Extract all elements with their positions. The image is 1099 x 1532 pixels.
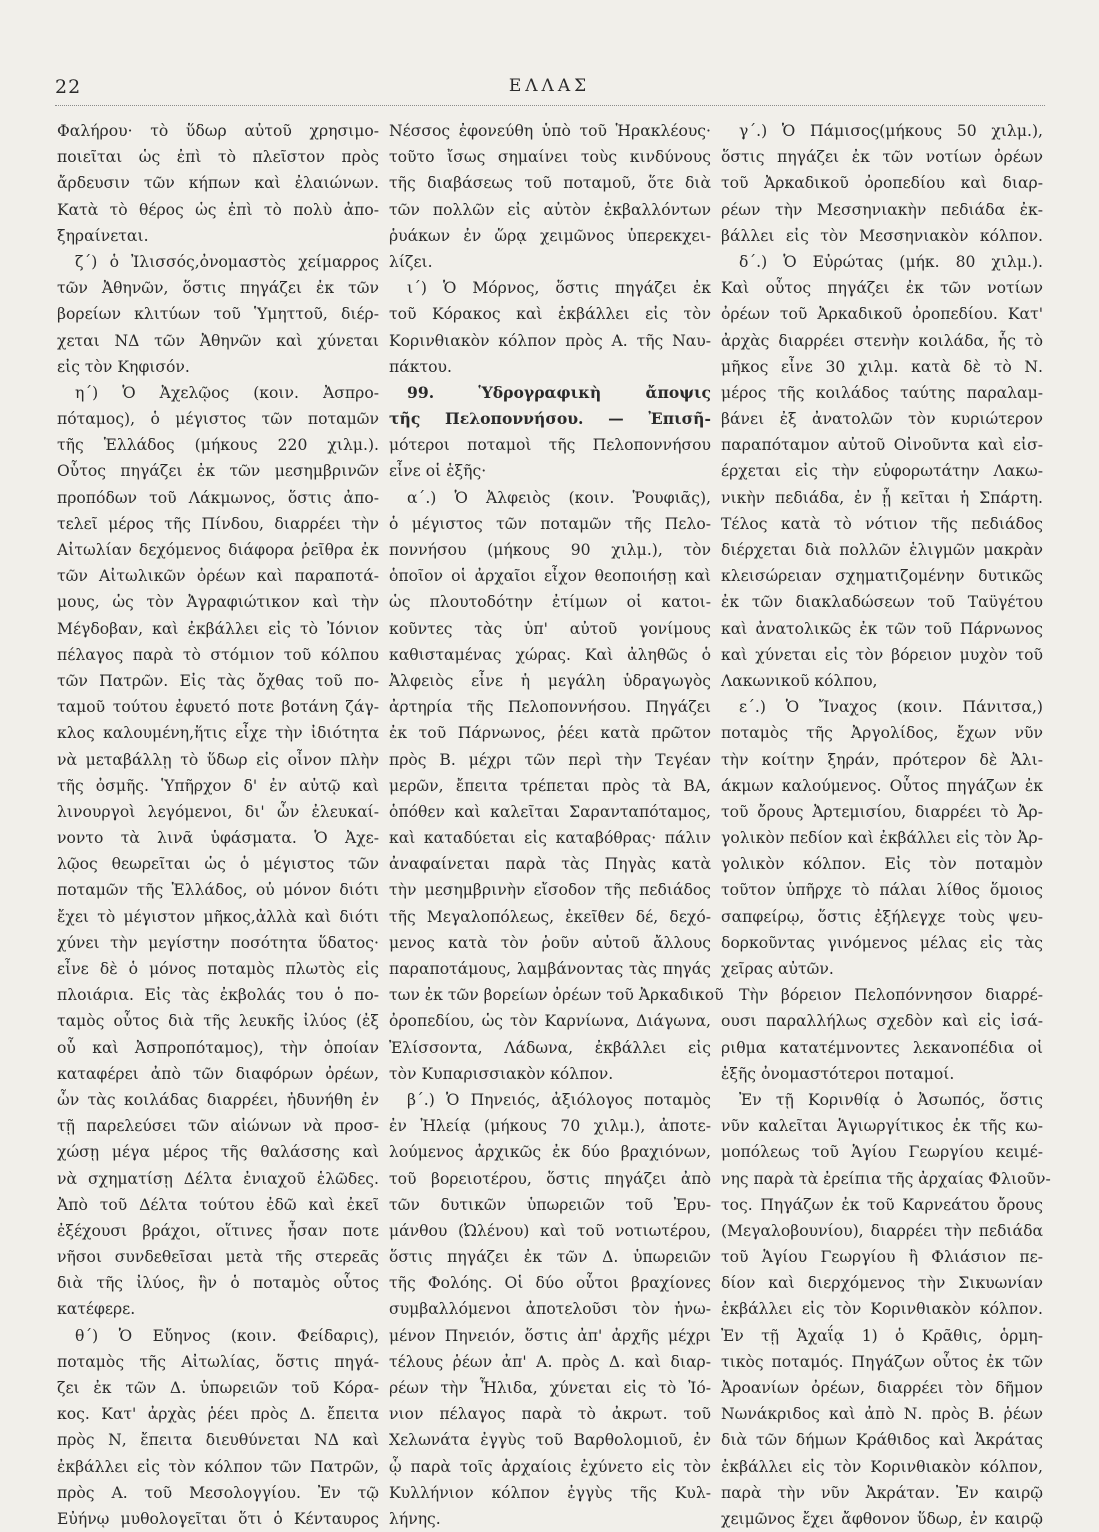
text-line: ουσι παραλλήλως σχεδὸν καὶ εἰς ἰσά- bbox=[721, 1012, 1043, 1031]
text-line: μενος κατὰ τὸν ῥοῦν αὐτοῦ ἄλλους bbox=[389, 933, 711, 952]
text-line: λούμενος ἀρχικῶς ἐκ δύο βραχιόνων, bbox=[389, 1143, 711, 1162]
text-line: Τέλος κατὰ τὸ νότιον τῆς πεδιάδος bbox=[721, 514, 1043, 533]
text-line: ε´.) Ὁ Ἴναχος (κοιν. Πάνιτσα,) bbox=[739, 698, 1043, 717]
text-line: μῆκος εἶνε 30 χιλμ. κατὰ δὲ τὸ Ν. bbox=[721, 357, 1043, 376]
text-line: ἀναφαίνεται παρὰ τὰς Πηγὰς κατὰ bbox=[389, 855, 711, 874]
text-line: χεῖρας αὐτῶν. bbox=[721, 960, 834, 978]
text-line: 99. Ὑδρογραφικὴ ἄποψις bbox=[407, 382, 711, 402]
text-line: ποννήσου (μήκους 90 χιλμ.), τὸν bbox=[389, 541, 711, 559]
text-line: μότεροι ποταμοὶ τῆς Πελοποννήσου bbox=[389, 436, 711, 455]
text-line: μους, ὡς τὸν Ἀγραφιώτικον καὶ τὴν bbox=[57, 593, 379, 612]
text-line: Χελωνάτα ἐγγὺς τοῦ Βαρθολομιοῦ, ἐν bbox=[389, 1431, 711, 1450]
text-line: ὧν τὰς κοιλάδας διαρρέει, ἠδυνήθη ἐν bbox=[57, 1090, 379, 1109]
text-line: νῆσοι συνδεθεῖσαι μετὰ τῆς στερεᾶς bbox=[57, 1248, 379, 1267]
text-line: τῆς Μεγαλοπόλεως, ἐκεῖθεν δέ, δεχό- bbox=[389, 907, 711, 926]
text-line: ὀρέων τοῦ Ἀρκαδικοῦ ὀροπεδίου. Κατ' bbox=[721, 305, 1043, 324]
text-line: τῆς Φολόης. Οἱ δύο οὗτοι βραχίονες bbox=[389, 1274, 711, 1293]
text-line: λῷος θεωρεῖται ὡς ὁ μέγιστος τῶν bbox=[57, 855, 379, 874]
text-line: ὁποῖον οἱ ἀρχαῖοι εἶχον θεοποιήσῃ καὶ bbox=[389, 567, 711, 586]
text-line: Νέσσος ἐφονεύθη ὑπὸ τοῦ Ἡρακλέους· bbox=[389, 122, 711, 140]
text-line: τὸν Κυπαρισσιακὸν κόλπον. bbox=[389, 1064, 614, 1083]
text-line: ἐξέχουσι βράχοι, οἵτινες ἦσαν ποτε bbox=[57, 1221, 379, 1240]
text-line: τέλους ῥέων ἀπ' Α. πρὸς Δ. καὶ διαρ- bbox=[389, 1352, 711, 1371]
text-line: συμβαλλόμενοι ἀποτελοῦσι τὸν ἡνω- bbox=[389, 1300, 711, 1319]
text-line: Τὴν βόρειον Πελοπόννησον διαρρέ- bbox=[739, 986, 1043, 1005]
text-line: καὶ χύνεται εἰς τὸν βόρειον μυχὸν τοῦ bbox=[721, 645, 1043, 664]
text-line: α´.) Ὁ Ἀλφειὸς (κοιν. Ῥουφιᾶς), bbox=[407, 488, 711, 507]
text-line: ὅστις πηγάζει ἐκ τῶν Δ. ὑπωρειῶν bbox=[389, 1248, 711, 1267]
text-line: τὴν μεσημβρινὴν εἴσοδον τῆς πεδιάδος bbox=[389, 881, 711, 900]
text-line: τῶν πολλῶν εἰς αὐτὸν ἐκβαλλόντων bbox=[389, 200, 711, 219]
text-line: παραπόταμον αὐτοῦ Οἰνοῦντα καὶ εἰσ- bbox=[721, 436, 1043, 455]
text-line: Ἐλίσσοντα, Λάδωνα, ἐκβάλλει εἰς bbox=[389, 1038, 711, 1057]
text-line: τελεῖ μέρος τῆς Πίνδου, διαρρέει τὴν bbox=[57, 514, 379, 533]
text-line: τικὸς ποταμός. Πηγάζων οὗτος ἐκ τῶν bbox=[721, 1352, 1043, 1371]
text-line: προπόδων τοῦ Λάκμωνος, ὅστις ἀπο- bbox=[57, 488, 379, 507]
text-line: τῶν Ἀθηνῶν, ὅστις πηγάζει ἐκ τῶν bbox=[57, 279, 379, 298]
text-line: τοῦ Κόρακος καὶ ἐκβάλλει εἰς τὸν bbox=[389, 305, 711, 324]
text-line: ἐκ τῶν διακλαδώσεων τοῦ Ταϋγέτου bbox=[721, 593, 1043, 612]
text-line: ποταμῶν τῆς Ἑλλάδος, οὐ μόνον διότι bbox=[57, 881, 379, 900]
text-line: των ἐκ τῶν βορείων ὀρέων τοῦ Ἀρκαδικοῦ bbox=[389, 986, 724, 1005]
text-line: Φαλήρου· τὸ ὕδωρ αὐτοῦ χρησιμο- bbox=[57, 122, 379, 140]
header-rule bbox=[55, 105, 1045, 106]
text-line: ἐκβάλλει εἰς τὸν Κορινθιακὸν κόλπον. bbox=[721, 1300, 1043, 1319]
text-line: ἀρτηρία τῆς Πελοποννήσου. Πηγάζει bbox=[389, 698, 711, 717]
text-line: τῶν Αἰτωλικῶν ὀρέων καὶ παραποτά- bbox=[57, 567, 379, 586]
text-line: ι´) Ὁ Μόρνος, ὅστις πηγάζει ἐκ bbox=[407, 279, 711, 298]
text-line: νὰ σχηματίσῃ Δέλτα ἐνιαχοῦ ἑλῶδες. bbox=[57, 1169, 379, 1188]
text-line: κλεισώρειαν σχηματιζομένην δυτικῶς bbox=[721, 567, 1043, 586]
text-line: έρχεται εἰς τὴν εὐφορωτάτην Λακω- bbox=[721, 462, 1043, 481]
text-line: βάνει ἐξ ἀνατολῶν τὸν κυριώτερον bbox=[721, 410, 1043, 429]
text-line: ὁ μέγιστος τῶν ποταμῶν τῆς Πελο- bbox=[389, 514, 711, 533]
text-line: τῶν Πατρῶν. Εἰς τὰς ὄχθας τοῦ πο- bbox=[57, 671, 379, 690]
text-line: ῥυάκων ἐν ὥρᾳ χειμῶνος ὑπερεκχει- bbox=[389, 226, 711, 245]
text-line: μάνθου (Ὠλένου) καὶ τοῦ νοτιωτέρου, bbox=[389, 1221, 711, 1240]
text-line: ποταμὸς τῆς Ἀργολίδος, ἔχων νῦν bbox=[721, 724, 1043, 743]
text-line: νικὴν πεδιάδα, ἐν ᾗ κεῖται ἡ Σπάρτη. bbox=[721, 488, 1043, 507]
text-line: καὶ ἀνατολικῶς ἐκ τῶν τοῦ Πάρνωνος bbox=[721, 619, 1043, 638]
text-line: θ´) Ὁ Εὔηνος (κοιν. Φείδαρις), bbox=[75, 1326, 379, 1345]
text-line: ἀρχὰς διαρρέει στενὴν κοιλάδα, ἧς τὸ bbox=[721, 331, 1043, 350]
text-line: κλος καλουμένη,ἥτις εἶχε τὴν ἰδιότητα bbox=[57, 724, 379, 743]
text-line: χύνει τὴν μεγίστην ποσότητα ὕδατος· bbox=[57, 933, 379, 952]
text-line: γολικὸν κόλπον. Εἰς τὸν ποταμὸν bbox=[721, 855, 1043, 874]
text-line: λίζει. bbox=[389, 252, 433, 271]
text-line: ἐκβάλλει εἰς τὸν κόλπον τῶν Πατρῶν, bbox=[57, 1457, 379, 1476]
text-line: Ἀπὸ τοῦ Δέλτα τούτου ἐδῶ καὶ ἐκεῖ bbox=[57, 1195, 379, 1214]
text-line: Μέγδοβαν, καὶ ἐκβάλλει εἰς τὸ Ἰόνιον bbox=[57, 619, 379, 638]
text-line: καταφέρει ἀπὸ τῶν διαφόρων ὀρέων, bbox=[57, 1064, 379, 1083]
text-line: νης παρὰ τὰ ἐρείπια τῆς ἀρχαίας Φλιοῦν- bbox=[721, 1169, 1051, 1188]
text-line: β´.) Ὁ Πηνειός, ἀξιόλογος ποταμὸς bbox=[407, 1090, 711, 1109]
text-line: μέρος τῆς κοιλάδος ταύτης παραλαμ- bbox=[721, 383, 1043, 402]
text-line: Κορινθιακὸν κόλπον πρὸς Α. τῆς Ναυ- bbox=[389, 331, 711, 350]
text-line: λήνης. bbox=[389, 1509, 441, 1528]
text-line: ἐκ τοῦ Πάρνωνος, ῥέει κατὰ πρῶτον bbox=[389, 724, 711, 743]
text-line: άκμων καλούμενος. Οὗτος πηγάζων ἐκ bbox=[721, 776, 1043, 795]
text-line: τοῦ βορειοτέρου, ὅστις πηγάζει ἀπὸ bbox=[389, 1169, 711, 1188]
text-line: νοντο τὰ λινᾶ ὑφάσματα. Ὁ Ἀχε- bbox=[57, 829, 379, 848]
text-line: η´) Ὁ Ἀχελῷος (κοιν. Ἀσπρο- bbox=[75, 383, 379, 402]
text-line: δορκοῦντας γινόμενος μέλας εἰς τὰς bbox=[721, 933, 1043, 952]
text-line: ἐκβάλλει εἰς τὸν Κορινθιακὸν κόλπον, bbox=[721, 1457, 1043, 1476]
text-line: Κυλλήνιον κόλπον ἐγγὺς τῆς Κυλ- bbox=[389, 1483, 711, 1502]
text-line: τοῦ Ἁγίου Γεωργίου ἢ Φλιάσιον πε- bbox=[721, 1248, 1043, 1267]
text-line: παραποτάμους, λαμβάνοντας τὰς πηγάς bbox=[389, 960, 711, 978]
page-number: 22 bbox=[55, 76, 82, 98]
text-line: Ἐν τῇ Ἀχαΐᾳ 1) ὁ Κρᾶθις, ὁρμη- bbox=[721, 1326, 1043, 1345]
text-line: παρὰ τὴν νῦν Ἀκράταν. Ἐν καιρῷ bbox=[721, 1483, 1043, 1502]
text-line: πρὸς Α. τοῦ Μεσολογγίου. Ἐν τῷ bbox=[57, 1483, 379, 1502]
text-line: Λακωνικοῦ κόλπου, bbox=[721, 671, 878, 690]
text-line: τοῦ Ἀρκαδικοῦ ὀροπεδίου καὶ διαρ- bbox=[721, 174, 1043, 193]
text-line: Οὗτος πηγάζει ἐκ τῶν μεσημβρινῶν bbox=[57, 462, 379, 481]
text-line: νῦν καλεῖται Ἁγιωργίτικος ἐκ τῆς κω- bbox=[721, 1117, 1043, 1136]
text-line: εἶνε οἱ ἑξῆς· bbox=[389, 462, 487, 481]
text-line: τῆς Πελοποννήσου. — Ἐπισῆ- bbox=[389, 409, 711, 429]
text-line: οὗ καὶ Ἀσπροπόταμος), τὴν ὁποίαν bbox=[57, 1038, 379, 1057]
text-line: ζ´) ὁ Ἰλισσός,ὀνομαστὸς χείμαρρος bbox=[75, 252, 379, 271]
running-title: ΕΛΛΑΣ bbox=[508, 76, 591, 96]
text-line: καὶ καταδύεται εἰς καταβόθρας· πάλιν bbox=[389, 829, 711, 848]
text-line: μένον Πηνειόν, ὅστις ἀπ' ἀρχῆς μέχρι bbox=[389, 1326, 711, 1345]
text-line: Καὶ οὗτος πηγάζει ἐκ τῶν νοτίων bbox=[721, 279, 1043, 298]
text-line: ξηραίνεται. bbox=[57, 226, 149, 245]
text-line: τοῦτο ἴσως σημαίνει τοὺς κινδύνους bbox=[389, 148, 711, 167]
text-line: διὰ τῆς ἰλύος, ἣν ὁ ποταμὸς οὗτος bbox=[57, 1274, 379, 1293]
text-line: πέλαγος παρὰ τὸ στόμιον τοῦ κόλπου bbox=[57, 645, 379, 664]
text-line: καθισταμένας χώρας. Καὶ ἀληθῶς ὁ bbox=[389, 645, 711, 664]
text-line: τῆς Ἑλλάδος (μήκους 220 χιλμ.). bbox=[57, 436, 379, 455]
text-line: ἄρδευσιν τῶν κήπων καὶ ἐλαιώνων. bbox=[57, 174, 379, 193]
text-line: ᾧ παρὰ τοῖς ἀρχαίοις ἐχύνετο εἰς τὸν bbox=[389, 1457, 711, 1476]
text-line: ἐν Ἠλείᾳ (μήκους 70 χιλμ.), ἀποτε- bbox=[389, 1117, 711, 1136]
text-line: κος. Κατ' ἀρχὰς ῥέει πρὸς Δ. ἔπειτα bbox=[57, 1405, 379, 1424]
text-line: τῆς διαβάσεως τοῦ ποταμοῦ, ὅτε διὰ bbox=[389, 174, 711, 193]
text-line: πρὸς Β. μέχρι τῶν περὶ τὴν Τεγέαν bbox=[389, 750, 711, 769]
text-line: τῆς ὀσμῆς. Ὑπῆρχον δ' ἐν αὐτῷ καὶ bbox=[57, 776, 379, 795]
text-line: πρὸς Ν, ἔπειτα διευθύνεται ΝΔ καὶ bbox=[57, 1431, 379, 1450]
text-line: Ἀλφειὸς εἶνε ἡ μεγάλη ὑδραγωγὸς bbox=[389, 671, 711, 690]
text-line: ποταμὸς τῆς Αἰτωλίας, ὅστις πηγά- bbox=[57, 1352, 379, 1371]
text-line: τῇ παρελεύσει τῶν αἰώνων νὰ προσ- bbox=[57, 1117, 379, 1136]
text-line: κατέφερε. bbox=[57, 1300, 136, 1319]
text-line: κοῦντες τὰς ὑπ' αὐτοῦ γονίμους bbox=[389, 619, 711, 638]
text-columns bbox=[57, 118, 1051, 1528]
text-line: πάκτου. bbox=[389, 357, 452, 376]
text-line: ριθμα κατατέμνοντες λεκανοπέδια οἱ bbox=[721, 1038, 1043, 1057]
column-middle bbox=[389, 118, 724, 1528]
text-line: τὴν κοίτην ξηράν, πρότερον δὲ Ἀλι- bbox=[721, 750, 1043, 769]
text-line: ὀροπεδίου, ὡς τὸν Καρνίωνα, Διάγωνα, bbox=[389, 1012, 711, 1031]
text-line: ὁπόθεν καὶ καλεῖται Σαρανταπόταμος, bbox=[389, 802, 711, 821]
text-line: πλοιάρια. Εἰς τὰς ἐκβολάς του ὁ πο- bbox=[57, 986, 379, 1005]
text-line: τοῦτον ὑπῆρχε τὸ πάλαι λίθος ὅμοιος bbox=[721, 881, 1043, 900]
text-line: μερῶν, ἔπειτα τρέπεται πρὸς τὰ ΒΑ, bbox=[389, 776, 711, 795]
text-line: σαπφείρῳ, ὅστις ἐξήλεγχε τοὺς ψευ- bbox=[721, 907, 1043, 926]
text-line: δίον καὶ διερχόμενος τὴν Σικυωνίαν bbox=[721, 1274, 1043, 1293]
text-line: νὰ μεταβάλλῃ τὸ ὕδωρ εἰς οἶνον πλὴν bbox=[57, 750, 379, 769]
text-line: ποιεῖται ὡς ἐπὶ τὸ πλεῖστον πρὸς bbox=[57, 148, 379, 167]
text-line: μοπόλεως τοῦ Ἁγίου Γεωργίου κειμέ- bbox=[721, 1143, 1043, 1162]
text-line: γολικὸν πεδίον καὶ ἐκβάλλει εἰς τὸν Ἀρ- bbox=[721, 829, 1043, 848]
text-line: ταμὸς οὗτος διὰ τῆς λευκῆς ἰλύος (ἐξ bbox=[57, 1012, 379, 1031]
text-line: βορείων κλιτύων τοῦ Ὑμηττοῦ, διέρ- bbox=[57, 305, 379, 324]
text-line: λινουργοὶ λεγόμενοι, δι' ὧν ἐλευκαί- bbox=[57, 802, 379, 821]
column-right bbox=[721, 118, 1051, 1528]
text-line: Νωνάκριδος καὶ ἀπὸ Ν. πρὸς Β. ῥέων bbox=[721, 1405, 1043, 1424]
text-line: εἰς τὸν Κηφισόν. bbox=[57, 357, 190, 376]
text-line: χώσῃ μέγα μέρος τῆς θαλάσσης καὶ bbox=[57, 1143, 379, 1162]
text-line: ὡς πλουτοδότην ἐτίμων οἱ κατοι- bbox=[389, 593, 711, 612]
text-line: γ´.) Ὁ Πάμισος(μήκους 50 χιλμ.), bbox=[739, 122, 1043, 140]
text-line: (Μεγαλοβουνίου), διαρρέει τὴν πεδιάδα bbox=[721, 1221, 1043, 1240]
text-line: ἑξῆς ὀνομαστότεροι ποταμοί. bbox=[721, 1064, 955, 1083]
text-line: χεται ΝΔ τῶν Ἀθηνῶν καὶ χύνεται bbox=[57, 331, 379, 350]
text-line: ρέων τὴν Ἦλιδα, χύνεται εἰς τὸ Ἰό- bbox=[389, 1379, 711, 1397]
text-line: Αἰτωλίαν δεχόμενος διάφορα ῥεῖθρα ἐκ bbox=[57, 541, 379, 559]
text-line: πόταμος), ὁ μέγιστος τῶν ποταμῶν bbox=[57, 410, 379, 429]
column-left bbox=[57, 118, 379, 1528]
text-line: Κατὰ τὸ θέρος ὡς ἐπὶ τὸ πολὺ ἀπο- bbox=[57, 200, 379, 219]
text-line: ὅστις πηγάζει ἐκ τῶν νοτίων ὀρέων bbox=[721, 148, 1043, 167]
text-line: Ἀροανίων ὀρέων, διαρρέει τὸν δῆμον bbox=[721, 1379, 1043, 1397]
text-line: Εὐήνῳ μυθολογεῖται ὅτι ὁ Κένταυρος bbox=[57, 1509, 379, 1528]
text-line: διέρχεται διὰ πολλῶν ἑλιγμῶν μακρὰν bbox=[721, 541, 1043, 559]
text-line: χειμῶνος ἔχει ἄφθονον ὕδωρ, ἐν καιρῷ bbox=[721, 1509, 1043, 1528]
text-line: ζει ἐκ τῶν Δ. ὑπωρειῶν τοῦ Κόρα- bbox=[57, 1379, 379, 1397]
text-line: δ´.) Ὁ Εὐρώτας (μήκ. 80 χιλμ.). bbox=[739, 252, 1043, 271]
text-line: εἶνε δὲ ὁ μόνος ποταμὸς πλωτὸς εἰς bbox=[57, 960, 379, 978]
text-line: διὰ τῶν δήμων Κράθιδος καὶ Ἀκράτας bbox=[721, 1431, 1043, 1450]
text-line: τῶν δυτικῶν ὑπωρειῶν τοῦ Ἐρυ- bbox=[389, 1195, 711, 1214]
text-line: τος. Πηγάζων ἐκ τοῦ Καρνεάτου ὄρους bbox=[721, 1195, 1043, 1214]
text-line: τοῦ ὄρους Ἀρτεμισίου, διαρρέει τὸ Ἀρ- bbox=[721, 802, 1043, 821]
text-line: ταμοῦ τούτου ἐφυετό ποτε βοτάνη ζάγ- bbox=[57, 698, 379, 717]
text-line: ἔχει τὸ μέγιστον μῆκος,ἀλλὰ καὶ διότι bbox=[57, 907, 379, 926]
text-line: βάλλει εἰς τὸν Μεσσηνιακὸν κόλπον. bbox=[721, 226, 1043, 245]
text-line: νιον πέλαγος παρὰ τὸ ἀκρωτ. τοῦ bbox=[389, 1405, 711, 1424]
text-line: ρέων τὴν Μεσσηνιακὴν πεδιάδα ἐκ- bbox=[721, 200, 1043, 219]
text-line: Ἐν τῇ Κορινθίᾳ ὁ Ἀσωπός, ὅστις bbox=[739, 1090, 1043, 1109]
